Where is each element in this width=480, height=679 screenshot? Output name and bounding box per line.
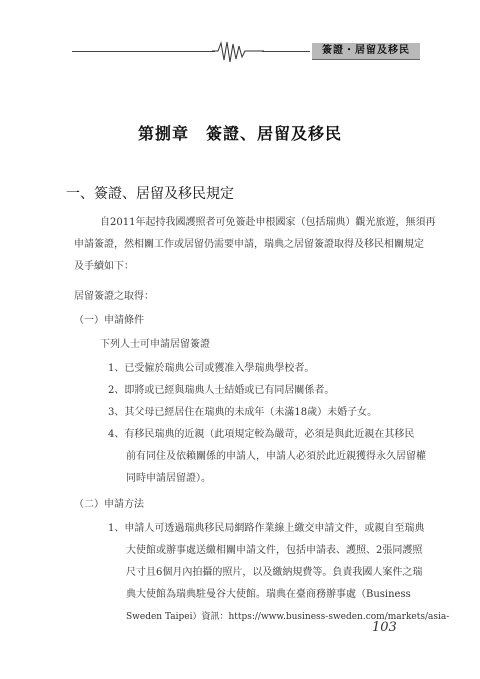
intro-line-2: 申請簽證，然相關工作或居留仍需要申請，瑞典之居留簽證取得及移民相關規定 bbox=[74, 239, 424, 250]
part2-item-1-cont-1: 大使館或辦事處送繳相關申請文件，包括申請表、護照、2張同護照 bbox=[126, 545, 423, 556]
part1-lead: 下列人士可申請居留簽證 bbox=[100, 339, 210, 350]
part2-item-1: 1、申請人可透過瑞典移民局網路作業線上繳交申請文件，或親自至瑞典 bbox=[108, 523, 425, 534]
part1-item-3: 3、其父母已經居住在瑞典的未成年（未滿18歲）未婚子女。 bbox=[108, 407, 378, 418]
part1-item-4-cont-2: 同時申請居留證）。 bbox=[126, 473, 211, 484]
header-line-right bbox=[262, 51, 310, 52]
part1-item-4: 4、有移民瑞典的近親（此項規定較為嚴苛，必須是與此近親在其移民 bbox=[108, 429, 415, 440]
part1-item-4-cont-1: 前有同住及依賴關係的申請人，申請人必須於此近親獲得永久居留權 bbox=[126, 451, 426, 462]
heartbeat-line-icon bbox=[212, 40, 264, 64]
residence-heading: 居留簽證之取得： bbox=[74, 291, 154, 302]
part2-heading: （二）申請方法 bbox=[74, 499, 144, 510]
part1-item-1: 1、已受僱於瑞典公司或獲准入學瑞典學校者。 bbox=[108, 363, 315, 374]
chapter-title: 第捌章 簽證、居留及移民 bbox=[137, 124, 342, 143]
part2-item-1-cont-2: 尺寸且6個月內拍攝的照片，以及繳納規費等。負責我國人案件之瑞 bbox=[126, 567, 423, 578]
intro-line-1: 自2011年起持我國護照者可免簽赴申根國家（包括瑞典）觀光旅遊，無須再 bbox=[100, 217, 436, 228]
header-tag: 簽證・居留及移民 bbox=[312, 43, 420, 60]
section-title: 一、簽證、居留及移民規定 bbox=[66, 186, 234, 202]
part1-heading: （一）申請條件 bbox=[74, 315, 144, 326]
part1-item-2: 2、即將或已經與瑞典人士結婚或已有同居關係者。 bbox=[108, 385, 335, 396]
page-number: 103 bbox=[372, 620, 397, 635]
intro-line-3: 及手續如下： bbox=[74, 261, 134, 272]
part2-item-1-cont-3: 典大使館為瑞典駐曼谷大使館。瑞典在臺商務辦事處（Business bbox=[126, 589, 411, 600]
part2-item-1-cont-4: Sweden Taipei）資訊：https://www.business-sweden.com/markets/asia- bbox=[126, 612, 450, 622]
header-line-left bbox=[72, 51, 215, 52]
